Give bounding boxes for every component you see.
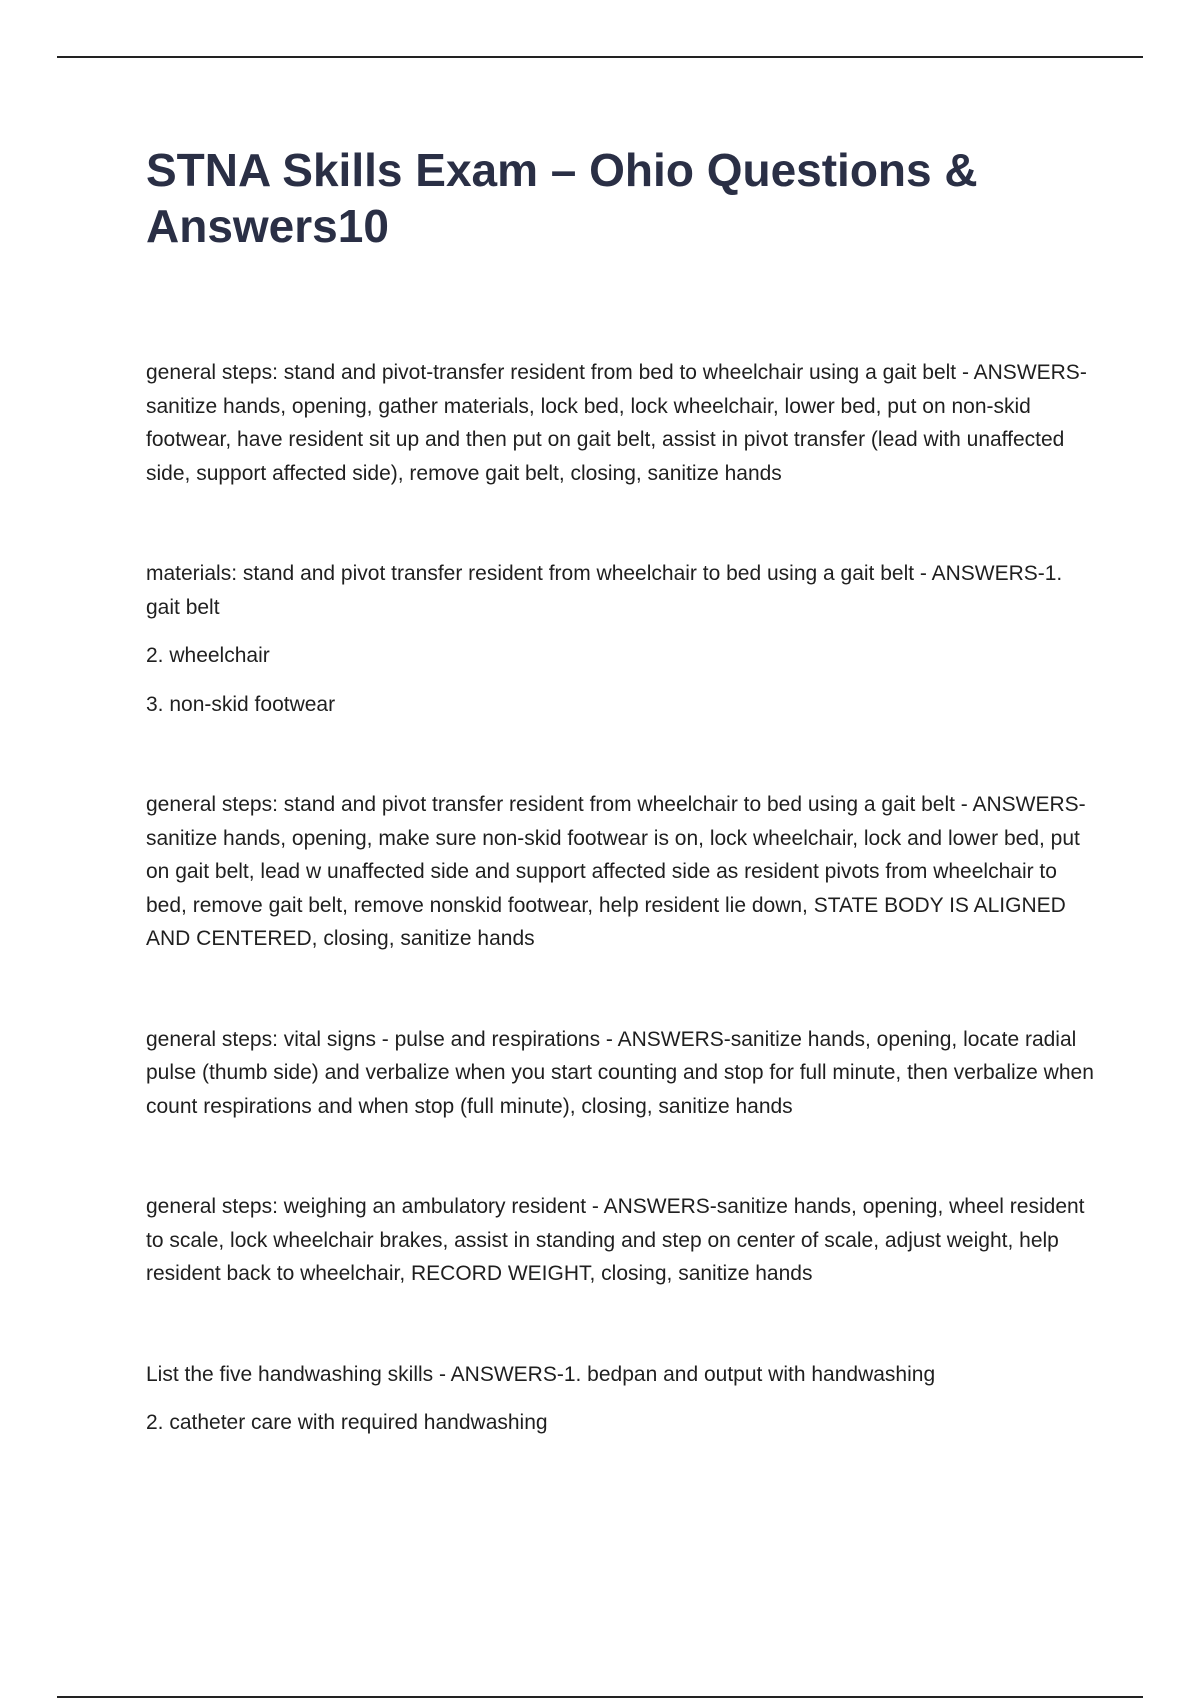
qa-entry-5 xyxy=(146,1190,1101,1291)
qa-text: general steps: vital signs - pulse and respirations - ANSWERS-sanitize hands, opening, locate radial pulse (thumb side) and verbalize when you start counting and stop for full minute, then verbalize when count respirations and when stop (full minute), closing, sanitize hands xyxy=(146,1027,1094,1118)
qa-text: general steps: weighing an ambulatory resident - ANSWERS-sanitize hands, opening, wheel resident to scale, lock wheelchair brakes, assist in standing and step on center of scale, adjust weight, help resident back to wheelchair, RECORD WEIGHT, closing, sanitize hands xyxy=(146,1195,1085,1285)
qa-text: materials: stand and pivot transfer resident from wheelchair to bed using a gait belt - ANSWERS-1. gait belt xyxy=(146,562,1063,619)
qa-list-item: 3. non-skid footwear xyxy=(146,692,336,716)
qa-list-item: 2. wheelchair xyxy=(146,644,270,667)
qa-entry-6 xyxy=(146,1358,1101,1440)
header-rule xyxy=(57,56,1143,58)
qa-text: List the five handwashing skills - ANSWERS-1. bedpan and output with handwashing xyxy=(146,1362,936,1386)
qa-entry-1 xyxy=(146,356,1101,490)
qa-list-item: 2. catheter care with required handwashing xyxy=(146,1411,548,1434)
qa-entry-2 xyxy=(146,557,1101,721)
qa-text: general steps: stand and pivot-transfer resident from bed to wheelchair using a gait belt - ANSWERS-sanitize hands, opening, gather materials, lock bed, lock wheelchair, lower bed, put on non-skid footwear, have resident sit up and then put on gait belt, assist in pivot transfer (lead with unaffected side, support affected side), remove gait belt, closing, sanitize hands xyxy=(146,361,1087,485)
qa-text: general steps: stand and pivot transfer resident from wheelchair to bed using a gait belt - ANSWERS-sanitize hands, opening, make sure non-skid footwear is on, lock wheelchair, lock and lower bed, put on gait belt, lead w unaffected side and support affected side as resident pivots from wheelchair to bed, remove gait belt, remove nonskid footwear, help resident lie down, STATE BODY IS ALIGNED AND CENTERED, closing, sanitize hands xyxy=(146,793,1086,950)
qa-entry-4 xyxy=(146,1023,1101,1124)
document-body xyxy=(146,356,1101,1440)
qa-entry-3 xyxy=(146,788,1101,956)
document-title: STNA Skills Exam – Ohio Questions & Answers10 xyxy=(146,144,978,252)
footer-rule xyxy=(57,1696,1143,1698)
